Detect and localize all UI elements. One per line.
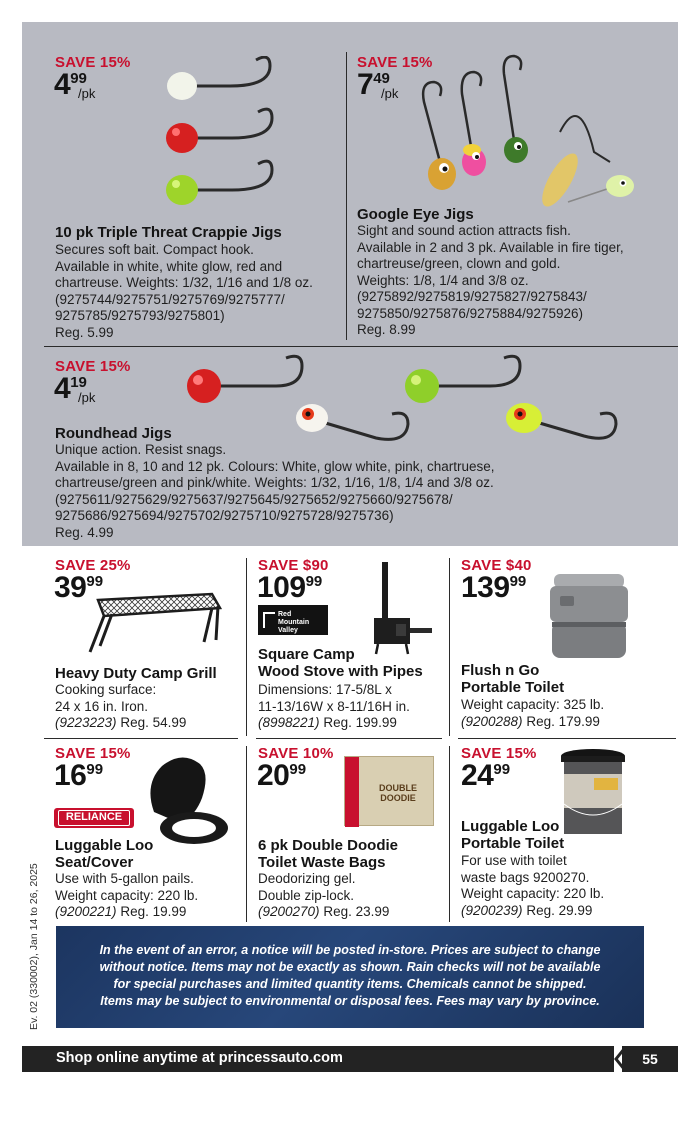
crappie-desc-line: chartreuse. Weights: 1/32, 1/16 and 1/8 oz. [55,275,313,290]
flush-toilet-save-badge: SAVE $40 [461,557,532,574]
loo-toilet-description [461,853,604,919]
camp-grill-image [84,590,224,660]
grill-save-badge: SAVE 25% [55,557,131,574]
roundhead-desc-line: Unique action. Resist snags. [55,442,227,457]
google-eye-title: Google Eye Jigs [357,206,474,223]
roundhead-title: Roundhead Jigs [55,425,172,442]
flush-toilet-title-line: Portable Toilet [461,679,565,696]
waste-bags-reg-price: Reg. 23.99 [323,904,390,919]
flush-toilet-price-cents: 99 [509,573,527,590]
shop-online-link[interactable]: Shop online anytime at princessauto.com [56,1050,343,1066]
crappie-jig-white [167,57,270,100]
waste-bags-title-line: Toilet Waste Bags [258,854,386,871]
grill-price-cents: 99 [86,573,104,590]
disclaimer-line: Items may be subject to environmental or disposal fees. Fees may vary by province. [100,994,600,1008]
flush-toilet-title-line: Flush n Go [461,662,540,679]
shop-online-bar[interactable] [22,1046,614,1072]
grill-sku: (9223223) [55,715,117,730]
stove-description [258,682,410,732]
crappie-reg-price: Reg. 5.99 [55,324,114,340]
box-side-stripe [337,757,359,827]
google-eye-jigs-image [410,52,650,222]
crappie-description [55,242,313,341]
disclaimer-text [56,942,644,1010]
reliance-logo-text: RELIANCE [58,810,130,826]
google-eye-desc-line: (9275892/9275819/9275827/9275843/ [357,289,587,304]
crappie-price-cents: 99 [70,70,87,87]
google-eye-jig-pink [462,72,486,176]
brand-logo-mark [263,612,275,628]
flush-toilet-sku: (9200288) [461,713,523,729]
roundhead-jig-red [187,356,302,403]
loo-toilet-image [556,744,630,836]
loo-seat-price [54,761,103,791]
roundhead-price-unit: /pk [78,390,96,405]
grid-divider [246,746,247,922]
edition-info: Ev. 02 (330002), Jan 14 to 26, 2025 [28,863,40,1030]
grid-divider [44,738,238,739]
flush-toilet-desc-line: Weight capacity: 325 lb. [461,697,605,712]
roundhead-jig-green [405,356,520,403]
google-eye-description [357,223,624,339]
crappie-desc-line: Secures soft bait. Compact hook. [55,242,254,257]
jigs-divider-vertical [346,52,347,340]
loo-toilet-price-dollars: 24 [461,759,494,792]
stove-title [258,646,423,680]
google-eye-reg-price: Reg. 8.99 [357,322,416,337]
stove-desc-line: 11-13/16W x 8-11/16H in. [258,698,410,714]
google-eye-save-badge: SAVE 15% [357,54,433,71]
roundhead-jig-white [296,404,408,439]
grid-divider [458,738,676,739]
stove-price [257,573,322,603]
google-eye-jig-green [504,56,528,163]
flush-toilet-price-dollars: 139 [461,571,510,604]
grill-reg-price: Reg. 54.99 [120,715,187,730]
stove-price-dollars: 109 [257,571,306,604]
roundhead-desc-line: (9275611/9275629/9275637/9275645/9275652/9275660/9275678/ [55,491,453,507]
roundhead-desc-line: chartreuse/green and pink/white. Weights: 1/32, 1/16, 1/8, 1/4 and 3/8 oz. [55,475,494,490]
crappie-desc-line: Available in white, white glow, red and [55,258,283,274]
google-eye-price [357,68,399,101]
flush-toilet-title [461,662,564,696]
loo-toilet-sku: (9200239) [461,902,523,918]
roundhead-jig-chartreuse [506,403,616,438]
loo-toilet-price-cents: 99 [493,761,511,778]
crappie-price [54,68,96,101]
roundhead-jigs-image [180,352,630,452]
crappie-price-dollars: 4 [54,68,71,101]
stove-title-line: Square Camp [258,646,355,663]
grid-divider [449,746,450,922]
roundhead-description [55,442,495,541]
loo-seat-price-cents: 99 [86,761,104,778]
google-eye-price-cents: 49 [373,70,390,87]
stove-title-line: Wood Stove with Pipes [258,663,423,680]
google-eye-spinner [535,116,634,211]
grill-title: Heavy Duty Camp Grill [55,665,217,682]
google-eye-desc-line: 9275850/9275876/9275884/9275926) [357,305,583,321]
google-eye-desc-line: Available in 2 and 3 pk. Available in fire tiger, [357,239,624,255]
waste-bags-price-cents: 99 [289,761,307,778]
stove-reg-price: Reg. 199.99 [323,715,397,730]
crappie-jigs-image [160,56,290,216]
waste-bags-title [258,837,398,871]
google-eye-price-dollars: 7 [357,68,374,101]
disclaimer-box [56,926,644,1028]
loo-toilet-title-line: Portable Toilet [461,835,565,852]
grill-price-dollars: 39 [54,571,87,604]
crappie-title: 10 pk Triple Threat Crappie Jigs [55,224,282,241]
crappie-desc-line: (9275744/9275751/9275769/9275777/ [55,291,285,307]
waste-bags-description [258,871,389,921]
loo-toilet-price [461,761,510,791]
crappie-jig-chartreuse [166,161,272,205]
google-eye-desc-line: Weights: 1/8, 1/4 and 3/8 oz. [357,272,529,288]
google-eye-desc-line: chartreuse/green, clown and gold. [357,256,561,271]
google-eye-desc-line: Sight and sound action attracts fish. [357,223,571,238]
stove-desc-line: Dimensions: 17-5/8L x [258,682,392,697]
loo-seat-desc-line: Weight capacity: 220 lb. [55,887,199,903]
loo-seat-image [142,754,232,850]
page-number: 55 [622,1046,678,1072]
loo-seat-save-badge: SAVE 15% [55,745,131,762]
disclaimer-line: for special purchases and limited quantity items. Chemicals cannot be shipped. [113,977,587,991]
waste-bags-desc-line: Double zip-lock. [258,887,355,903]
roundhead-reg-price: Reg. 4.99 [55,524,114,540]
flush-toilet-price [461,573,526,603]
flush-toilet-description [461,697,604,730]
loo-toilet-title [461,818,564,852]
loo-seat-desc-line: Use with 5-gallon pails. [55,871,194,886]
box-label: DOUBLE DOODIE [379,783,417,803]
grid-divider [449,558,450,736]
waste-bags-price-dollars: 20 [257,759,290,792]
roundhead-price-cents: 19 [70,374,87,391]
loo-seat-title-line: Seat/Cover [55,854,134,871]
red-mountain-valley-logo [258,605,328,635]
loo-toilet-desc-line: Weight capacity: 220 lb. [461,886,605,901]
crappie-desc-line: 9275785/9275793/9275801) [55,308,225,323]
roundhead-price [54,372,96,405]
wood-stove-image [368,560,438,656]
loo-toilet-desc-line: For use with toilet [461,853,567,868]
loo-seat-sku: (9200221) [55,904,117,919]
grill-desc-line: 24 x 16 in. Iron. [55,698,149,714]
waste-bags-price [257,761,306,791]
jigs-divider-horizontal [44,346,678,347]
crappie-price-unit: /pk [78,86,96,101]
loo-toilet-reg-price: Reg. 29.99 [526,902,593,918]
grill-description [55,682,186,732]
waste-bags-save-badge: SAVE 10% [258,745,334,762]
loo-seat-reg-price: Reg. 19.99 [120,904,187,919]
loo-toilet-save-badge: SAVE 15% [461,745,537,762]
waste-bags-sku: (9200270) [258,904,320,919]
disclaimer-line: without notice. Items may not be exactly as shown. Rain checks will not be available [99,960,601,974]
loo-toilet-title-line: Luggable Loo [461,818,560,835]
google-eye-jig-gold [423,82,456,190]
roundhead-price-dollars: 4 [54,372,71,405]
disclaimer-line: In the event of an error, a notice will be posted in-store. Prices are subject to change [99,943,601,957]
roundhead-desc-line: Available in 8, 10 and 12 pk. Colours: White, glow white, pink, chartruese, [55,458,495,474]
waste-bags-box-image [337,756,434,826]
google-eye-price-unit: /pk [381,86,399,101]
loo-seat-price-dollars: 16 [54,759,87,792]
crappie-save-badge: SAVE 15% [55,54,131,71]
stove-sku: (8998221) [258,715,320,730]
loo-seat-description [55,871,198,921]
flush-toilet-reg-price: Reg. 179.99 [526,713,600,729]
grid-divider [246,558,247,736]
grid-divider [256,738,442,739]
grill-desc-line: Cooking surface: [55,682,157,697]
loo-seat-title [55,837,153,871]
stove-save-badge: SAVE $90 [258,557,329,574]
roundhead-save-badge: SAVE 15% [55,358,131,375]
waste-bags-title-line: 6 pk Double Doodie [258,837,399,854]
box-side-text: RELIANCE [337,770,345,807]
waste-bags-desc-line: Deodorizing gel. [258,871,356,886]
crappie-jig-red [166,109,272,153]
roundhead-desc-line: 9275686/9275694/9275702/9275710/9275728/9275736) [55,508,394,523]
flush-toilet-image [542,568,638,664]
stove-price-cents: 99 [305,573,323,590]
reliance-logo [54,808,134,828]
loo-seat-title-line: Luggable Loo [55,837,154,854]
brand-logo-text: Red Mountain Valley [278,611,310,634]
loo-toilet-desc-line: waste bags 9200270. [461,869,590,885]
